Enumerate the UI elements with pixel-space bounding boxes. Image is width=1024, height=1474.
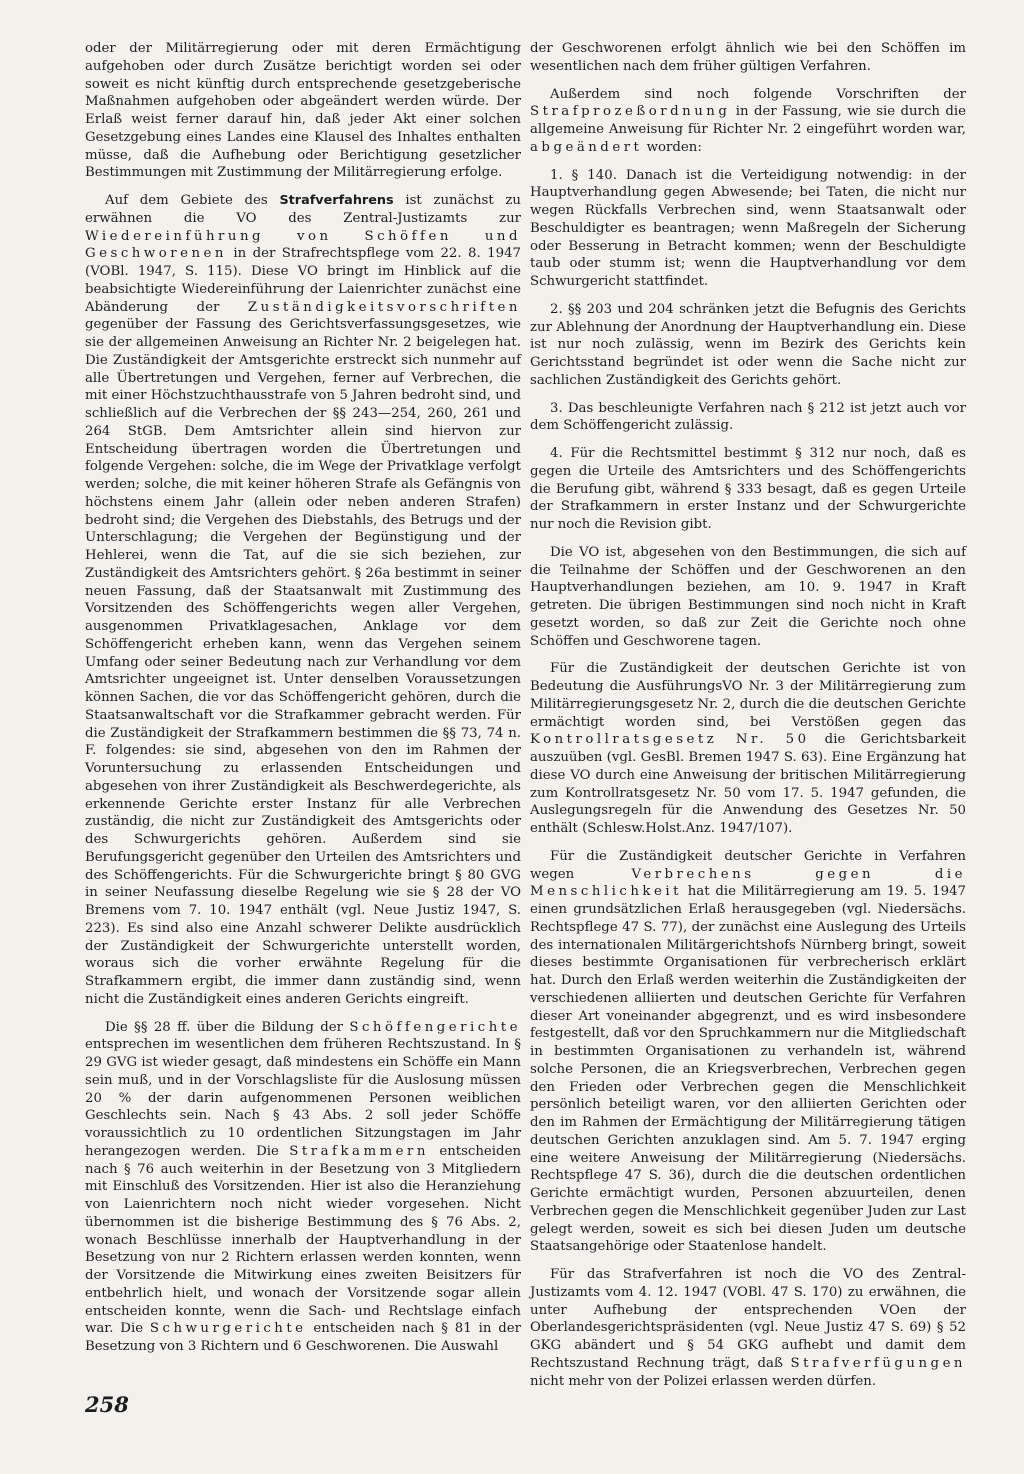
spaced-term: abgeändert [530, 139, 643, 155]
list-item: 2. §§ 203 und 204 schränken jetzt die Befugnis des Gerichts zur Ablehnung der Anordnung der Hauptverhandlung ein. Diese ist nur noch zulässig, wenn im Bezirk des Gerichts kein Gerichtsstand begründet ist oder wenn die Sache nicht zur sachlichen Zuständigkeit des Gerichts gehört. [530, 301, 966, 388]
paragraph: Außerdem sind noch folgende Vorschriften der Strafprozeßordnung in der Fassung, wie sie durch die allgemeine Anweisung für Richter Nr. 2 eingeführt worden war, abgeändert worden: [530, 86, 966, 155]
spaced-term: Strafverfügungen [790, 1355, 966, 1371]
paragraph: Für die Zuständigkeit der deutschen Gerichte ist von Bedeutung die AusführungsVO Nr. 3 der Militärregierung zum Militärregierungsgesetz Nr. 2, durch die die deutschen Gerichte ermächtigt worden sind, bei Verstößen gegen das Kontrollratsgesetz Nr. 50 die Gerichtsbarkeit auszuüben (vgl. GesBl. Bremen 1947 S. 63). Eine Ergänzung hat diese VO durch eine Anweisung der britischen Militärregierung zum Kontrollratsgesetz Nr. 50 vom 17. 5. 1947 gefunden, die Auslegungsregeln für die Anwendung des Gesetzes Nr. 50 enthält (Schlesw.Holst.Anz. 1947/107). [530, 661, 966, 836]
page-number: 258 [85, 1392, 129, 1417]
spaced-term: Wiedereinführung von Schöffen und Geschworenen [85, 228, 521, 262]
paragraph: Die §§ 28 ff. über die Bildung der Schöffengerichte entsprechen im wesentlichen dem früheren Rechtszustand. In § 29 GVG ist wieder gesagt, daß mindestens ein Schöffe ein Mann sein muß, und in der Vorschlagsliste für die Auslosung müssen 20 % der darin aufgenommenen Personen weiblichen Geschlechts sein. Nach § 43 Abs. 2 soll jeder Schöffe voraussichtlich zu 10 ordentlichen Sitzungstagen im Jahr herangezogen werden. Die Strafkammern entscheiden nach § 76 auch weiterhin in der Besetzung von 3 Mitgliedern mit Einschluß des Vorsitzenden. Hier ist also die Heranziehung von Laienrichtern noch nicht wieder vorgesehen. Nicht übernommen ist die bisherige Bestimmung des § 76 Abs. 2, wonach Beschlüsse innerhalb der Hauptverhandlung in der Besetzung von nur 2 Richtern erlassen werden konnten, wenn der Vorsitzende die Mitwirkung eines zweiten Beisitzers für entbehrlich hielt, und wonach der Vorsitzende sogar allein entscheiden konnte, wenn die Sach- und Rechtslage einfach war. Die Schwurgerichte entscheiden nach § 81 in der Besetzung von 3 Richtern und 6 Geschworenen. Die Auswahl [85, 1019, 522, 1354]
spaced-term: Schwurgerichte [149, 1321, 307, 1337]
paragraph: oder der Militärregierung oder mit deren Ermächtigung aufgehoben oder durch Zusätze berichtigt worden sei oder soweit es nicht künftig durch entsprechende gesetzgeberische Maßnahmen aufgehoben oder abgeändert werden würde. Der Erlaß weist ferner darauf hin, daß jeder Akt einer solchen Gesetzgebung eines Landes eine Klausel des Inhaltes enthalten müsse, daß die Aufhebung oder Berichtigung gesetzlicher Bestimmungen mit Zustimmung der Militärregierung erfolge. [85, 41, 521, 181]
paragraph: Für die Zuständigkeit deutscher Gerichte in Verfahren wegen Verbrechens gegen die Menschlichkeit hat die Militärregierung am 19. 5. 1947 einen grundsätzlichen Erlaß herausgegeben (vgl. Niedersächs. Rechtspflege 47 S. 77), der zunächst eine Auslegung des Urteils des internationalen Militärgerichtshofs Nürnberg bringt, soweit dieses bestimmte Organisationen für verbrecherisch erklärt hat. Durch den Erlaß werden weiterhin die Zuständigkeiten der verschiedenen alliierten und deutschen Gerichte für Verfahren dieser Art voneinander abgegrenzt, und es wird insbesondere festgestellt, daß vor den Spruchkammern nur die Mitgliedschaft in bestimmten Organisationen zu verhandeln ist, während solche Personen, die an Kriegsverbrechen, Verbrechen gegen den Frieden oder Verbrechen gegen die Menschlichkeit persönlich beteiligt waren, vor den alliierten Gerichten oder den im Rahmen der Ermächtigung der Militärregierung tätigen deutschen Gerichten anzuklagen sind. Am 5. 7. 1947 erging eine weitere Anweisung der Militärregierung (Niedersächs. Rechtspflege 47 S. 36), durch die die deutschen ordentlichen Gerichte ermächtigt wurden, Personen abzuurteilen, denen Verbrechen gegen die Menschlichkeit gegenüber Juden zur Last gelegt werden, soweit es sich bei diesen Juden um deutsche Staatsangehörige oder Staatenlose handelt. [530, 848, 966, 1255]
list-item: 3. Das beschleunigte Verfahren nach § 212 ist jetzt auch vor dem Schöffengericht zulässig. [530, 400, 966, 434]
spaced-term: Kontrollratsgesetz Nr. 50 [530, 732, 810, 748]
spaced-term: Strafprozeßordnung [530, 104, 731, 120]
list-item: 1. § 140. Danach ist die Verteidigung notwendig: in der Hauptverhandlung gegen Abwesende; bei Taten, die nicht nur wegen Rückfalls Verbrechen sind, wenn Staatsanwalt oder Beschuldigter es beantragen; wenn Maßregeln der Sicherung oder Besserung in Betracht kommen; wenn der Beschuldigte taub oder stumm ist; wenn die Hauptverhandlung vor dem Schwurgericht stattfindet. [530, 167, 966, 289]
spaced-term: Schöffengerichte [349, 1019, 521, 1035]
paragraph: Auf dem Gebiete des Strafverfahrens ist zunächst zu erwähnen die VO des Zentral-Justizamts zur Wiedereinführung von Schöffen und Geschworenen in der Strafrechtspflege vom 22. 8. 1947 (VOBl. 1947, S. 115). Diese VO bringt im Hinblick auf die beabsichtigte Wiedereinführung der Laienrichter zunächst eine Abänderung der Zuständigkeitsvorschriften gegenüber der Fassung des Gerichtsverfassungsgesetzes, wie sie der allgemeinen Anweisung an Richter Nr. 2 beigelegen hat. Die Zuständigkeit der Amtsgerichte erstreckt sich nunmehr auf alle Übertretungen und Vergehen, ferner auf Verbrechen, die mit einer Höchstzuchthausstrafe von 5 Jahren bedroht sind, und schließlich auf die Verbrechen der §§ 243—254, 260, 261 und 264 StGB. Dem Amtsrichter allein sind hiervon zur Entscheidung übertragen worden die Übertretungen und folgende Vergehen: solche, die im Wege der Privatklage verfolgt werden; solche, die mit keiner höheren Strafe als Gefängnis von höchstens einem Jahr (allein oder neben anderen Strafen) bedroht sind; die Vergehen des Diebstahls, des Betrugs und der Unterschlagung; die Vergehen der Begünstigung und der Hehlerei, wenn die Tat, auf die sie sich beziehen, zur Zuständigkeit des Amtsrichters gehört. § 26a bestimmt in seiner neuen Fassung, daß der Staatsanwalt mit Zustimmung des Vorsitzenden des Schöffengerichts wegen aller Vergehen, ausgenommen Privatklagesachen, Anklage vor dem Schöffengericht erheben kann, wenn das Vergehen seinem Umfang oder seiner Bedeutung nach zur Verhandlung vor dem Amtsrichter ungeeignet ist. Unter denselben Voraussetzungen können Sachen, die vor das Schöffengericht gehören, durch die Staatsanwaltschaft vor die Strafkammer gebracht werden. Für die Zuständigkeit der Strafkammern bestimmen die §§ 73, 74 n. F. folgendes: sie sind, abgesehen von den im Rahmen der Voruntersuchung zu erlassenden Entscheidungen und abgesehen von ihrer Zuständigkeit als Beschwerdegerichte, als erkennende Gerichte erster Instanz für alle Verbrechen zuständig, die nicht zur Zuständigkeit des Amtsgerichts oder des Schwurgerichts gehören. Außerdem sind sie Berufungsgericht gegenüber den Urteilen des Amtsrichters und des Schöffengerichts. Für die Schwurgerichte bringt § 80 GVG in seiner Neufassung dieselbe Regelung wie sie § 28 der VO Bremens vom 7. 10. 1947 enthält (vgl. Neue Justiz 1947, S. 223). Es sind also eine Anzahl schwerer Delikte ausdrücklich der Zuständigkeit der Schwurgerichte unterstellt worden, woraus sich die vorher erwähnte Regelung für die Strafkammern ergibt, die immer dann zuständig sind, wenn nicht die Zuständigkeit eines anderen Gerichts eingreift. [85, 193, 521, 1007]
paragraph: der Geschworenen erfolgt ähnlich wie bei den Schöffen im wesentlichen nach dem früher gültigen Verfahren. [530, 41, 966, 74]
spaced-term: Strafkammern [289, 1143, 429, 1159]
list-item: 4. Für die Rechtsmittel bestimmt § 312 nur noch, daß es gegen die Urteile des Amtsrichters und des Schöffengerichts die Berufung gibt, während § 333 besagt, daß es gegen Urteile der Strafkammern in erster Instanz und der Schwurgerichte nur noch die Revision gibt. [530, 446, 966, 532]
paragraph: Die VO ist, abgesehen von den Bestimmungen, die sich auf die Teilnahme der Schöffen und der Geschworenen an den Hauptverhandlungen beziehen, am 10. 9. 1947 in Kraft getreten. Die übrigen Bestimmungen sind noch nicht in Kraft gesetzt worden, so daß zur Zeit die Gerichte noch ohne Schöffen und Geschworene tagen. [530, 544, 966, 649]
spaced-term: Verbrechens gegen die Menschlichkeit [530, 866, 966, 900]
right-column [530, 40, 966, 1400]
spaced-term: Zuständigkeitsvorschriften [247, 299, 521, 315]
paragraph: Für das Strafverfahren ist noch die VO des Zentral-Justizamts vom 4. 12. 1947 (VOBl. 47 S. 170) zu erwähnen, die unter Aufhebung der entsprechenden VOen der Oberlandesgerichtspräsidenten (vgl. Neue Justiz 47 S. 69) § 52 GKG abändert und § 54 GKG aufhebt und damit dem Rechtszustand Rechnung trägt, daß Strafverfügungen nicht mehr von der Polizei erlassen werden dürfen. [530, 1267, 966, 1389]
left-column [85, 40, 521, 1366]
bold-term: Strafverfahrens [279, 193, 394, 208]
